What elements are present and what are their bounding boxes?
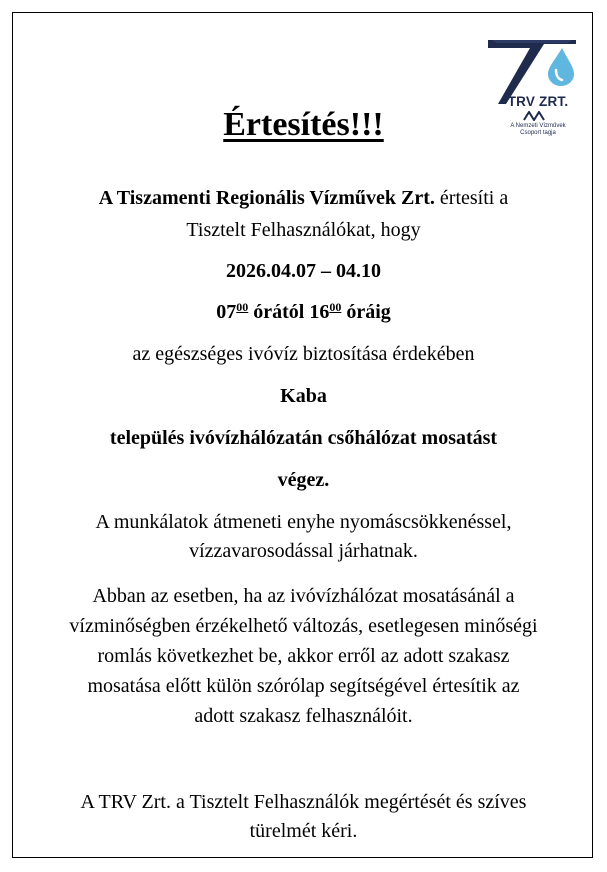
work-line-1: település ivóvízhálózatán csőhálózat mosatást xyxy=(109,427,498,449)
para1-line-1: A munkálatok átmeneti enyhe nyomáscsökkenéssel, xyxy=(95,511,512,533)
para2-line-1: Abban az esetben, ha az ivóvízhálózat mosatásánál a xyxy=(92,585,515,607)
location: Kaba xyxy=(280,385,327,407)
intro-line-2: Tisztelt Felhasználókat, hogy xyxy=(186,219,421,241)
para1-line-2: vízzavarosodással járhatnak. xyxy=(189,540,418,562)
closing-line-1: A TRV Zrt. a Tisztelt Felhasználók megértését és szíves xyxy=(80,791,527,813)
logo-tagline-line2: Csoport tagja xyxy=(520,130,556,136)
logo-tagline-line1: A Nemzeti Vízművek xyxy=(510,123,566,129)
time-from-hour: 07 xyxy=(216,301,237,323)
closing-line-2: türelmét kéri. xyxy=(249,820,358,842)
para2-line-2: vízminőségben érzékelhető változás, esetlegesen minőségi xyxy=(69,615,538,637)
time-to-min: 00 xyxy=(329,300,342,314)
para2-line-4: mosatása előtt külön szórólap segítségével értesítik az xyxy=(87,675,520,697)
company-name: A Tiszamenti Regionális Vízművek Zrt. xyxy=(98,187,435,209)
time-to-hour: 16 xyxy=(309,301,330,323)
para2-line-5: adott szakasz felhasználóit. xyxy=(194,705,413,727)
work-line-2: végez. xyxy=(277,469,330,491)
time-range xyxy=(0,300,607,324)
intro-rest: értesíti a xyxy=(434,187,509,209)
notice-title: Értesítés!!! xyxy=(223,106,384,143)
time-to-word: óráig xyxy=(341,301,391,323)
logo-seven-inner xyxy=(492,40,572,43)
para2-line-3: romlás következhet be, akkor erről az adott szakasz xyxy=(97,645,510,667)
time-from-word: órától xyxy=(248,301,310,323)
logo-brand-text: TRV ZRT. xyxy=(507,94,569,109)
intro-line-1 xyxy=(0,186,607,210)
time-from-min: 00 xyxy=(236,300,249,314)
purpose-line: az egészséges ivóvíz biztosítása érdekében xyxy=(132,343,475,365)
date-range: 2026.04.07 – 04.10 xyxy=(226,260,381,282)
